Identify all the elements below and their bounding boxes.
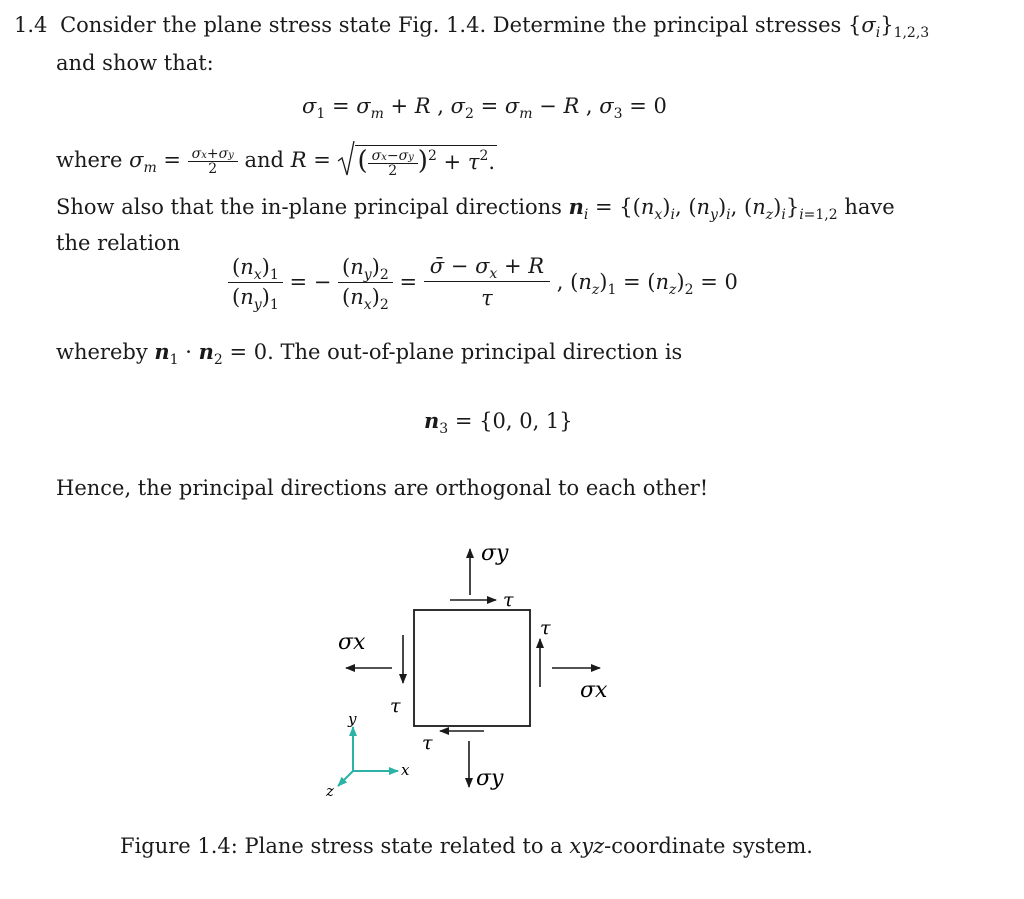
problem-number: 1.4 (14, 13, 48, 37)
equation-n3: $n_3 = \{0$, 0, 1} (424, 408, 573, 437)
equation-direction-relation: $\frac{(n_x)_1}{(n_y)_1}$ = − $\frac{(n_y)_2}{(n_x)_2}$ = $\frac{\sigmā - \sigma_x + R}{\tau}$ , $(n_z)_1 = (n_z)_2 = 0$ (228, 256, 738, 309)
figure-caption (120, 836, 813, 857)
where-text: where (56, 148, 123, 172)
directions-line: Show also that the in-plane principal directions $n_i = \{(n_x)_i$, $(n_y)_i$, $(n_z)_i\}_{i=1,2}$ have (56, 194, 895, 223)
orthogonality-line: whereby $n_1 \cdot n_2 = 0$. The out-of-plane principal direction is (56, 339, 683, 368)
sigma-y-top-label: σy (481, 541, 509, 566)
sqrt-sign (337, 139, 355, 179)
axis-y-label: y (348, 710, 357, 728)
problem-statement-line1 (14, 13, 930, 41)
definition-line: where $\sigma_m$ = $\frac{\sigma x+\sigma y}{2}$ and R = ( $\frac{\sigma x-\sigma y}{2}$ )$^2 + \tau^2$. (56, 145, 497, 178)
relation-text: the relation (56, 231, 181, 255)
show-also-text: Show also that the in-plane principal directions (56, 195, 562, 219)
axis-x-label: x (401, 761, 410, 779)
sigma-x-left-label: σx (338, 630, 366, 655)
tau-top-label: τ (503, 589, 514, 611)
problem-intro: Consider the plane stress state Fig. 1.4. Determine the principal stresses (60, 13, 842, 37)
equation-principal-stresses: $\sigma_1 = \sigma_m + R$ , $\sigma_2 = \sigma_m - R$ , $\sigma_3 = 0$ (302, 94, 667, 122)
tau-bottom-label: τ (422, 732, 433, 754)
principal-stress-set: $\{\sigma_i\}_{1,2,3}$ (847, 13, 930, 41)
plane-stress-figure (300, 535, 630, 805)
conclusion-text: Hence, the principal directions are orthogonal to each other! (56, 476, 709, 500)
and-text: and (244, 148, 285, 172)
problem-statement-line2: and show that: (56, 51, 214, 75)
axis-z-arrow (338, 771, 353, 786)
sigma-y-bottom-label: σy (476, 766, 504, 791)
sigma-x-right-label: σx (580, 678, 608, 703)
caption-coordinate: xyz (569, 834, 605, 858)
have-text: have (844, 195, 895, 219)
whereby-text: whereby (56, 340, 148, 364)
axis-z-label: z (326, 782, 334, 800)
orthogonality-tail: = 0. The out-of-plane principal direction is (229, 340, 683, 364)
tau-right-label: τ (540, 617, 551, 639)
radius-sqrt: ( $\frac{\sigma x-\sigma y}{2}$ )$^2 + \tau^2$. (337, 145, 497, 178)
tau-left-label: τ (390, 695, 401, 717)
caption-suffix: -coordinate system. (604, 834, 813, 858)
caption-prefix: Figure 1.4: Plane stress state related to a (120, 834, 563, 858)
stress-element (414, 610, 530, 726)
sigma-m-fraction: $\frac{\sigma x+\sigma y}{2}$ (188, 147, 238, 176)
